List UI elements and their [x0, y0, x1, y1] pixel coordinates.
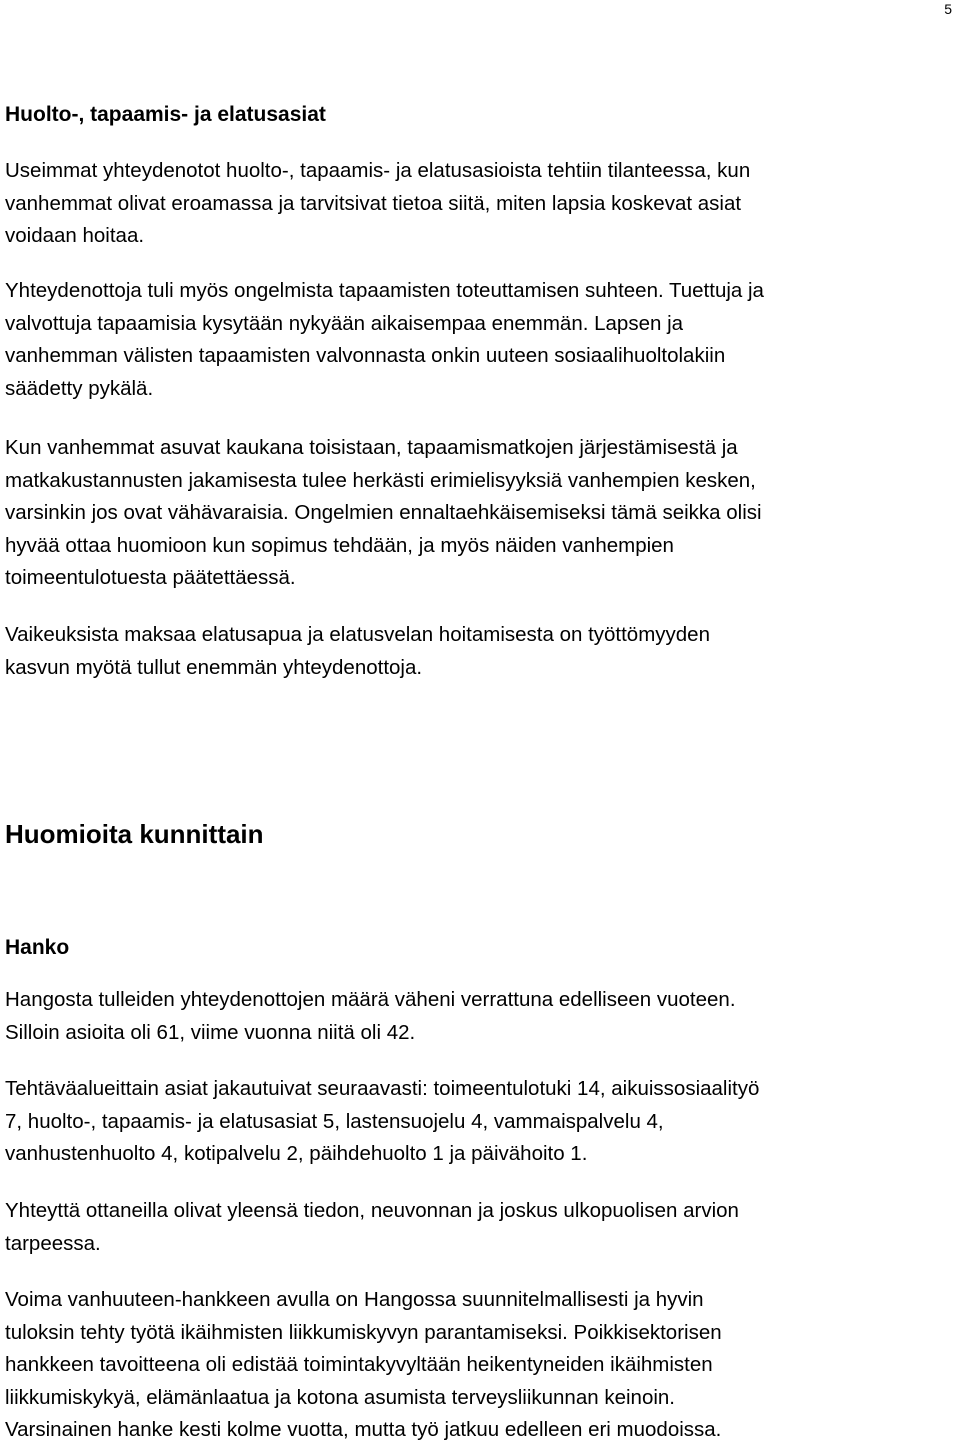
text-line: Useimmat yhteydenotot huolto-, tapaamis- ja elatusasioista tehtiin tilanteessa, kun [5, 159, 751, 182]
text-line: Vaikeuksista maksaa elatusapua ja elatusvelan hoitamisesta on työttömyyden [5, 623, 710, 646]
paragraph-huolto-3 [5, 432, 955, 595]
text-line: vanhemman välisten tapaamisten valvonnasta onkin uuteen sosiaalihuoltolakiin [5, 344, 726, 367]
paragraph-huolto-4 [5, 619, 955, 684]
text-line: hyvää ottaa huomioon kun sopimus tehdään, ja myös näiden vanhempien [5, 533, 674, 557]
paragraph-huolto-1 [5, 155, 955, 253]
paragraph-hanko-1 [5, 984, 955, 1049]
text-line: 7, huolto-, tapaamis- ja elatusasiat 5, lastensuojelu 4, vammaispalvelu 4, [5, 1109, 664, 1133]
text-line: tuloksin tehty työtä ikäihmisten liikkumiskyvyn parantamiseksi. Poikkisektorisen [5, 1320, 722, 1344]
text-line: voidaan hoitaa. [5, 224, 145, 247]
text-line: Yhteydenottoja tuli myös ongelmista tapaamisten toteuttamisen suhteen. Tuettuja ja [5, 279, 764, 302]
text-line: säädetty pykälä. [5, 376, 154, 400]
section-heading-huomioita: Huomioita kunnittain [5, 819, 264, 849]
text-line: liikkumiskykyä, elämänlaatua ja kotona asumista terveysliikunnan keinoin. [5, 1385, 675, 1409]
text-line: tarpeessa. [5, 1231, 101, 1255]
text-line: vanhemmat olivat eroamassa ja tarvitsivat tietoa siitä, miten lapsia koskevat asiat [5, 191, 742, 215]
text-line: varsinkin jos ovat vähävaraisia. Ongelmien ennaltaehkäisemiseksi tämä seikka olisi [5, 501, 762, 524]
text-line: matkakustannusten jakamisesta tulee herkästi erimielisyyksiä vanhempien kesken, [5, 468, 756, 492]
text-line: Kun vanhemmat asuvat kaukana toisistaan, tapaamismatkojen järjestämisestä ja [5, 436, 738, 459]
paragraph-hanko-3 [5, 1195, 955, 1260]
text-line: toimeentulotuesta päätettäessä. [5, 566, 296, 589]
paragraph-hanko-4 [5, 1284, 955, 1447]
paragraph-huolto-2 [5, 275, 955, 405]
text-line: kasvun myötä tullut enemmän yhteydenottoja. [5, 655, 423, 679]
text-line: Yhteyttä ottaneilla olivat yleensä tiedon, neuvonnan ja joskus ulkopuolisen arvion [5, 1199, 739, 1222]
text-line: Silloin asioita oli 61, viime vuonna niitä oli 42. [5, 1020, 416, 1044]
text-line: valvottuja tapaamisia kysytään nykyään aikaisempaa enemmän. Lapsen ja [5, 311, 684, 335]
text-line: hankkeen tavoitteena oli edistää toimintakyvyltään heikentyneiden ikäihmisten [5, 1353, 713, 1376]
page-number: 5 [944, 1, 952, 17]
subsection-heading-hanko: Hanko [5, 936, 70, 959]
paragraph-hanko-2 [5, 1073, 955, 1171]
text-line: Voima vanhuuteen-hankkeen avulla on Hangossa suunnitelmallisesti ja hyvin [5, 1288, 704, 1311]
text-line: vanhustenhuolto 4, kotipalvelu 2, päihdehuolto 1 ja päivähoito 1. [5, 1142, 588, 1165]
section-heading-huolto: Huolto-, tapaamis- ja elatusasiat [5, 103, 326, 126]
text-line: Hangosta tulleiden yhteydenottojen määrä väheni verrattuna edelliseen vuoteen. [5, 988, 736, 1011]
text-line: Varsinainen hanke kesti kolme vuotta, mutta työ jatkuu edelleen eri muodoissa. [5, 1418, 722, 1441]
text-line: Tehtäväalueittain asiat jakautuivat seuraavasti: toimeentulotuki 14, aikuissosiaalityö [5, 1077, 760, 1100]
